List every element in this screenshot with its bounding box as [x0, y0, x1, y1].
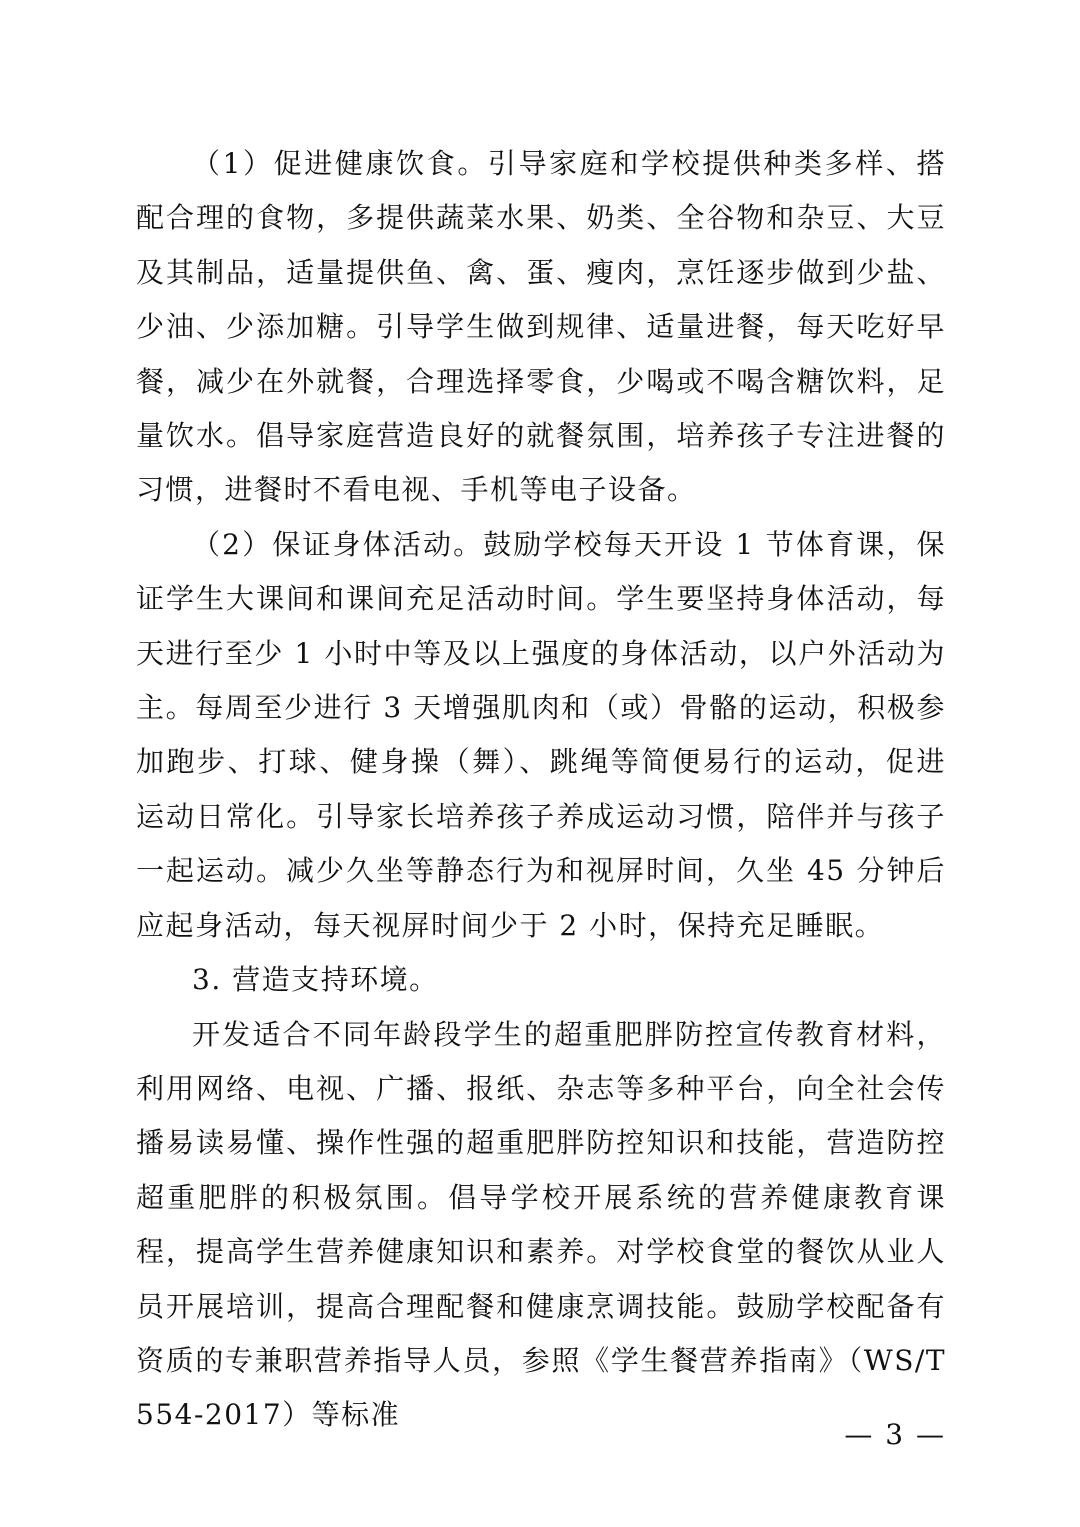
paragraph-supportive-environment: 开发适合不同年龄段学生的超重肥胖防控宣传教育材料，利用网络、电视、广播、报纸、杂志等多种平台，向全社会传播易读易懂、操作性强的超重肥胖防控知识和技能，营造防控超重肥胖的积极氛围。倡导学校开展系统的营养健康教育课程，提高学生营养健康知识和素养。对学校食堂的餐饮从业人员开展培训，提高合理配餐和健康烹调技能。鼓励学校配备有资质的专兼职营养指导人员，参照《学生餐营养指南》（WS/T 554-2017）等标准	[136, 1017, 946, 1432]
paragraph-physical-activity: （2）保证身体活动。鼓励学校每天开设 1 节体育课，保证学生大课间和课间充足活动时间。学生要坚持身体活动，每天进行至少 1 小时中等及以上强度的身体活动，以户外活动为主。每周至少进行 3 天增强肌肉和（或）骨骼的运动，积极参加跑步、打球、健身操（舞）、跳绳等简便易行的运动，促进运动日常化。引导家长培养孩子养成运动习惯，陪伴并与孩子一起运动。减少久坐等静态行为和视屏时间，久坐 45 分钟后应起身活动，每天视屏时间少于 2 小时，保持充足睡眠。	[136, 527, 946, 942]
paragraph-healthy-diet: （1）促进健康饮食。引导家庭和学校提供种类多样、搭配合理的食物，多提供蔬菜水果、奶类、全谷物和杂豆、大豆及其制品，适量提供鱼、禽、蛋、瘦肉，烹饪逐步做到少盐、少油、少添加糖。引导学生做到规律、适量进餐，每天吃好早餐，减少在外就餐，合理选择零食，少喝或不喝含糖饮料，足量饮水。倡导家庭营造良好的就餐氛围，培养孩子专注进餐的习惯，进餐时不看电视、手机等电子设备。	[136, 147, 946, 507]
section-heading-supportive-environment: 3. 营造支持环境。	[192, 963, 439, 997]
page-number: — 3 —	[844, 1418, 946, 1451]
document-body	[136, 137, 946, 1443]
